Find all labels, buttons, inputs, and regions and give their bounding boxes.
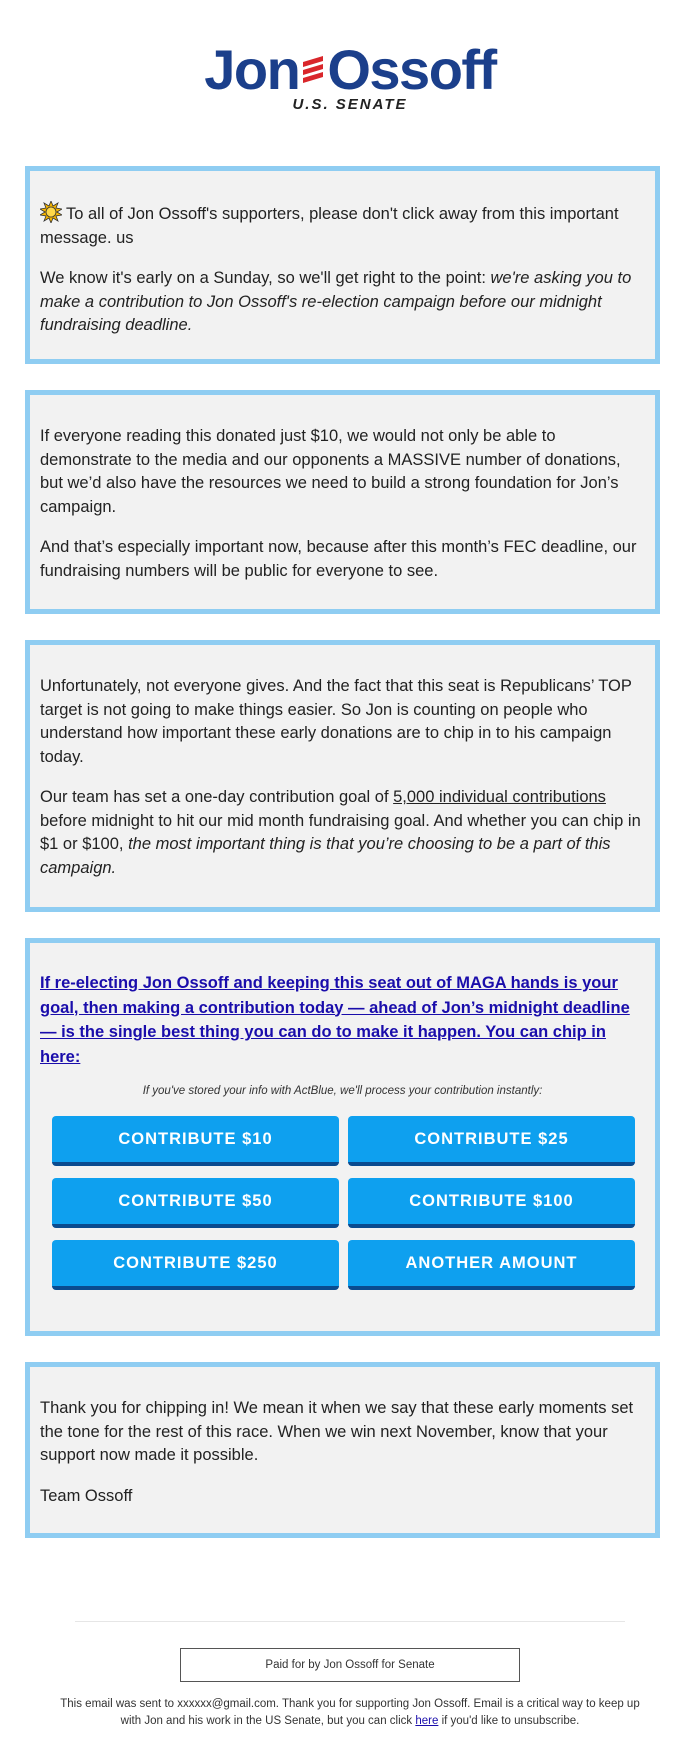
not-everyone-paragraph: Unfortunately, not everyone gives. And the fact that this seat is Republicans’ TOP target is not going to make things easier. So Jon is counting on people who understand how important these early donations are to chip in to his campaign today.: [40, 677, 632, 766]
contribute-25-button[interactable]: CONTRIBUTE $25: [348, 1116, 635, 1166]
message-box-intro: [25, 166, 660, 364]
logo-first-name: Jon: [204, 38, 300, 101]
fine-print-text-a: This email was sent to xxxxxx@gmail.com. Thank you for supporting Jon Ossoff. Email is a critical way to keep up with Jon and his work in the US Senate, but you can click: [60, 1698, 640, 1727]
donation-paragraph: If everyone reading this donated just $10, we would not only be able to demonstrate to the media and our opponents a MASSIVE number of donations, but we’d also have the resources we need to build a strong foundation for Jon’s campaign.: [40, 427, 621, 516]
footer-divider: [75, 1621, 625, 1622]
logo-wordmark: [0, 40, 700, 100]
thanks-paragraph: Thank you for chipping in! We mean it when we say that these early moments set the tone for the rest of this race. When we win next November, know that your support now made it possible.: [40, 1399, 634, 1464]
fine-print-text-b: if you'd like to unsubscribe.: [438, 1715, 580, 1727]
signoff: Team Ossoff: [40, 1486, 133, 1505]
contribute-250-button[interactable]: CONTRIBUTE $250: [52, 1240, 339, 1290]
logo-last-name: Ossoff: [327, 38, 496, 101]
contribute-50-button[interactable]: CONTRIBUTE $50: [52, 1178, 339, 1228]
sun-icon: [40, 201, 62, 223]
unsubscribe-link[interactable]: here: [415, 1715, 439, 1727]
goal-paragraph: [40, 786, 645, 880]
contribute-10-button[interactable]: CONTRIBUTE $10: [52, 1116, 339, 1166]
logo-stripes-icon: [301, 50, 325, 90]
contribute-100-button[interactable]: CONTRIBUTE $100: [348, 1178, 635, 1228]
early-sunday-italic: we're asking you to make a contribution to Jon Ossoff's re-election campaign before our midnight fundraising deadline.: [40, 269, 632, 334]
message-box-donation: [25, 390, 660, 614]
goal-text-a: Our team has set a one-day contribution goal of: [40, 788, 394, 806]
goal-italic: the most important thing is that you’re choosing to be a part of this campaign.: [40, 835, 611, 877]
paid-for-disclaimer: Paid for by Jon Ossoff for Senate: [180, 1648, 520, 1682]
message-box-goal: [25, 640, 660, 912]
goal-underlined: 5,000 individual contributions: [393, 788, 606, 806]
footer-fine-print: [60, 1696, 640, 1730]
message-box-contribute: [25, 938, 660, 1336]
early-sunday-paragraph: [40, 267, 645, 338]
goal-text-b: before midnight to hit our mid month fundraising goal. And whether you can chip in $1 or $100,: [40, 811, 641, 853]
early-sunday-text: We know it's early on a Sunday, so we'll get right to the point:: [40, 269, 491, 287]
header: [0, 0, 700, 160]
fec-paragraph: And that’s especially important now, because after this month’s FEC deadline, our fundraising numbers will be public for everyone to see.: [40, 538, 637, 580]
contribute-button-grid: [40, 1116, 645, 1290]
chip-in-link[interactable]: If re-electing Jon Ossoff and keeping this seat out of MAGA hands is your goal, then making a contribution today — ahead of Jon’s midnight deadline — is the single best thing you can do to make it happen. You can chip in here:: [40, 974, 630, 1066]
logo-subtitle: U.S. SENATE: [292, 96, 408, 113]
actblue-note: If you've stored your info with ActBlue, we'll process your contribution instantly:: [142, 1085, 543, 1097]
intro-paragraph: [40, 201, 645, 250]
message-box-thanks: [25, 1362, 660, 1538]
intro-text: To all of Jon Ossoff's supporters, please don't click away from this important message. us: [40, 205, 619, 247]
another-amount-button[interactable]: ANOTHER AMOUNT: [348, 1240, 635, 1290]
